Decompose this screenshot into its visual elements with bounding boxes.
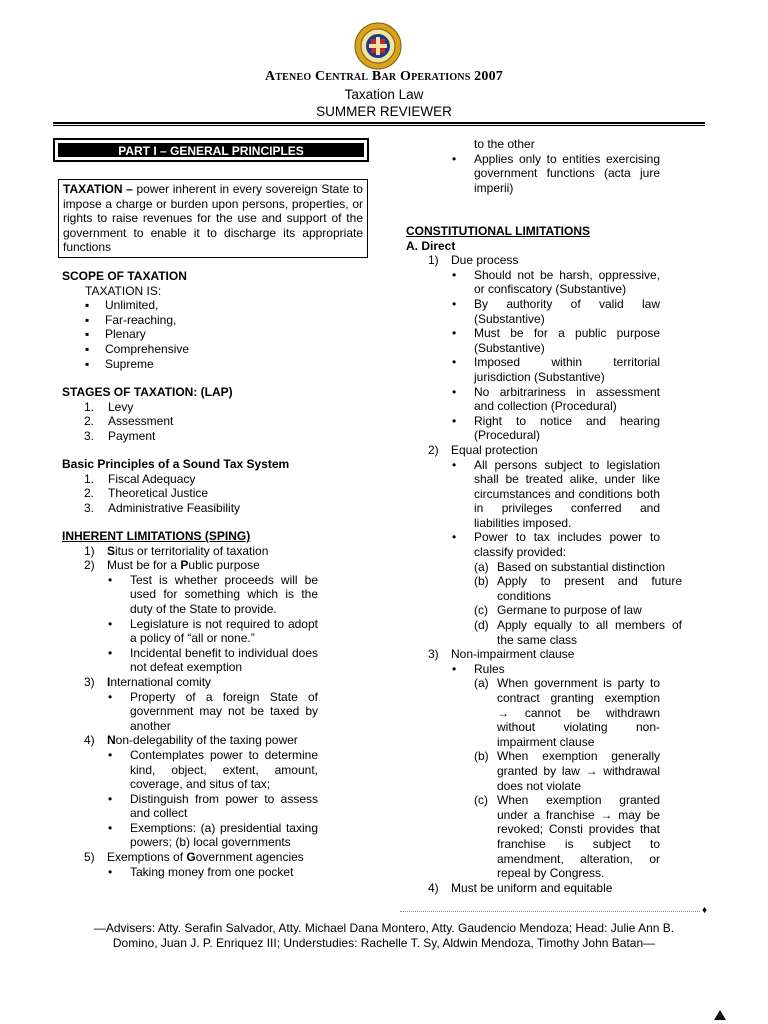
list-item: ▪ Far-reaching, (85, 312, 177, 327)
continued-text: to the other (474, 137, 535, 151)
list-item: (b) Apply to present and future conditions (474, 574, 682, 603)
list-item: • Must be for a public purpose (Substantive) (452, 326, 660, 355)
list-item: • All persons subject to legislation shall be treated alike, under like circumstances and conditions both in privileges conferred and liabilities imposed. (452, 457, 660, 530)
list-item: 1) Situs or territoriality of taxation (84, 543, 269, 558)
list-item: • Power to tax includes power to classify provided: (452, 530, 660, 560)
stages-section (62, 385, 332, 443)
principles-section (62, 457, 332, 515)
list-item: (a) When government is party to contract granting exemption → cannot be withdrawn without violating non-impairment clause (474, 676, 660, 749)
constitutional-title: CONSTITUTIONAL LIMITATIONS (406, 224, 590, 238)
scope-title: SCOPE OF TAXATION (62, 269, 187, 283)
header-reviewer: SUMMER REVIEWER (316, 104, 452, 119)
list-item: ▪ Supreme (85, 356, 154, 371)
principles-title: Basic Principles of a Sound Tax System (62, 457, 290, 471)
list-item: • Should not be harsh, oppressive, or confiscatory (Substantive) (452, 267, 660, 297)
right-top-section (452, 137, 660, 195)
list-item: 3) Non-impairment clause (428, 647, 575, 662)
list-item: 2) Equal protection (428, 442, 538, 457)
list-item: 1. Levy (84, 399, 134, 414)
list-item: • Imposed within territorial jurisdiction (Substantive) (452, 355, 660, 384)
inherent-section (62, 529, 318, 879)
list-item: ▪ Unlimited, (85, 298, 159, 313)
scope-lead: TAXATION IS: (85, 283, 162, 298)
list-item: 1) Due process (428, 253, 519, 268)
list-item: 2) Must be for a Public purpose (84, 558, 260, 573)
direct-label: A. Direct (406, 238, 456, 253)
footer-divider (400, 911, 700, 912)
list-item: • Rules (452, 661, 505, 676)
list-item: • Property of a foreign State of government may not be taxed by another (108, 689, 318, 733)
list-item: (c) Germane to purpose of law (474, 603, 642, 618)
header-rule (53, 122, 705, 124)
corner-mark-icon (712, 1008, 728, 1022)
list-item: (b) When exemption generally granted by law → withdrawal does not violate (474, 749, 660, 793)
list-item: • Test is whether proceeds will be used for something which is the duty of the State to provide. (108, 572, 318, 616)
list-item: 1. Fiscal Adequacy (84, 471, 196, 486)
inherent-title: INHERENT LIMITATIONS (SPING) (62, 529, 251, 543)
list-item: ▪ Plenary (85, 327, 146, 342)
part-heading-box (53, 138, 369, 162)
list-item: 5) Exemptions of Government agencies (84, 850, 304, 865)
list-item: • No arbitrariness in assessment and collection (Procedural) (452, 384, 660, 414)
list-item: • Legislature is not required to adopt a policy of “all or none.” (108, 616, 318, 646)
list-item: 3. Administrative Feasibility (84, 500, 241, 515)
university-seal-logo (354, 22, 402, 70)
list-item: 2. Assessment (84, 414, 174, 429)
list-item: 4) Non-delegability of the taxing power (84, 733, 298, 748)
taxation-definition-box (58, 179, 368, 258)
scope-section (62, 269, 332, 371)
constitutional-section (406, 224, 686, 895)
stages-title: STAGES OF TAXATION: (LAP) (62, 385, 233, 399)
definition-term: TAXATION – (63, 182, 133, 196)
list-item: (a) Based on substantial distinction (474, 559, 666, 574)
list-item: ▪ Comprehensive (85, 341, 190, 356)
list-item: 3) International comity (84, 674, 212, 689)
list-item: • Distinguish from power to assess and collect (108, 791, 318, 821)
part-heading: PART I – GENERAL PRINCIPLES (58, 143, 364, 157)
header-subject: Taxation Law (344, 87, 424, 102)
list-item: • Contemplates power to determine kind, object, extent, amount, coverage, and situs of tax; (108, 747, 318, 792)
definition-text: power inherent in every sovereign State to impose a charge or burden upon persons, properties, or rights to raise revenues for the use and support of the government to enable it to discharge its appropriate functions (63, 182, 363, 255)
list-item: 3. Payment (84, 428, 156, 443)
list-item: • By authority of valid law (Substantive) (452, 296, 660, 326)
list-item: • Exemptions: (a) presidential taxing powers; (b) local governments (108, 820, 318, 850)
header-rule-thin (53, 125, 705, 126)
header-org: Ateneo Central Bar Operations 2007 (265, 69, 503, 84)
list-item: 4) Must be uniform and equitable (428, 880, 613, 895)
list-item: • Incidental benefit to individual does not defeat exemption (108, 645, 318, 675)
list-item: 2. Theoretical Justice (84, 486, 209, 501)
list-item: • Right to notice and hearing (Procedural) (452, 413, 660, 443)
list-item: (d) Apply equally to all members of the same class (474, 618, 682, 647)
list-item: (c) When exemption granted under a franchise → may be revoked; Consti provides that franchise is subject to amendment, alteration, or repeal by Congress. (474, 793, 660, 881)
footer-line-1: —Advisers: Atty. Serafin Salvador, Atty. Michael Dana Montero, Atty. Gaudencio Mendoza; Head: Julie Ann B. (93, 921, 675, 935)
diamond-icon: ♦ (702, 905, 708, 916)
footer-line-2: Domino, Juan J. P. Enriquez III; Understudies: Rachelle T. Sy, Aldwin Mendoza, Timothy John Batan— (112, 935, 656, 950)
list-item: • Applies only to entities exercising government functions (acta jure imperii) (452, 151, 660, 195)
footer-credits (0, 921, 768, 950)
list-item: • Taking money from one pocket (108, 864, 294, 879)
